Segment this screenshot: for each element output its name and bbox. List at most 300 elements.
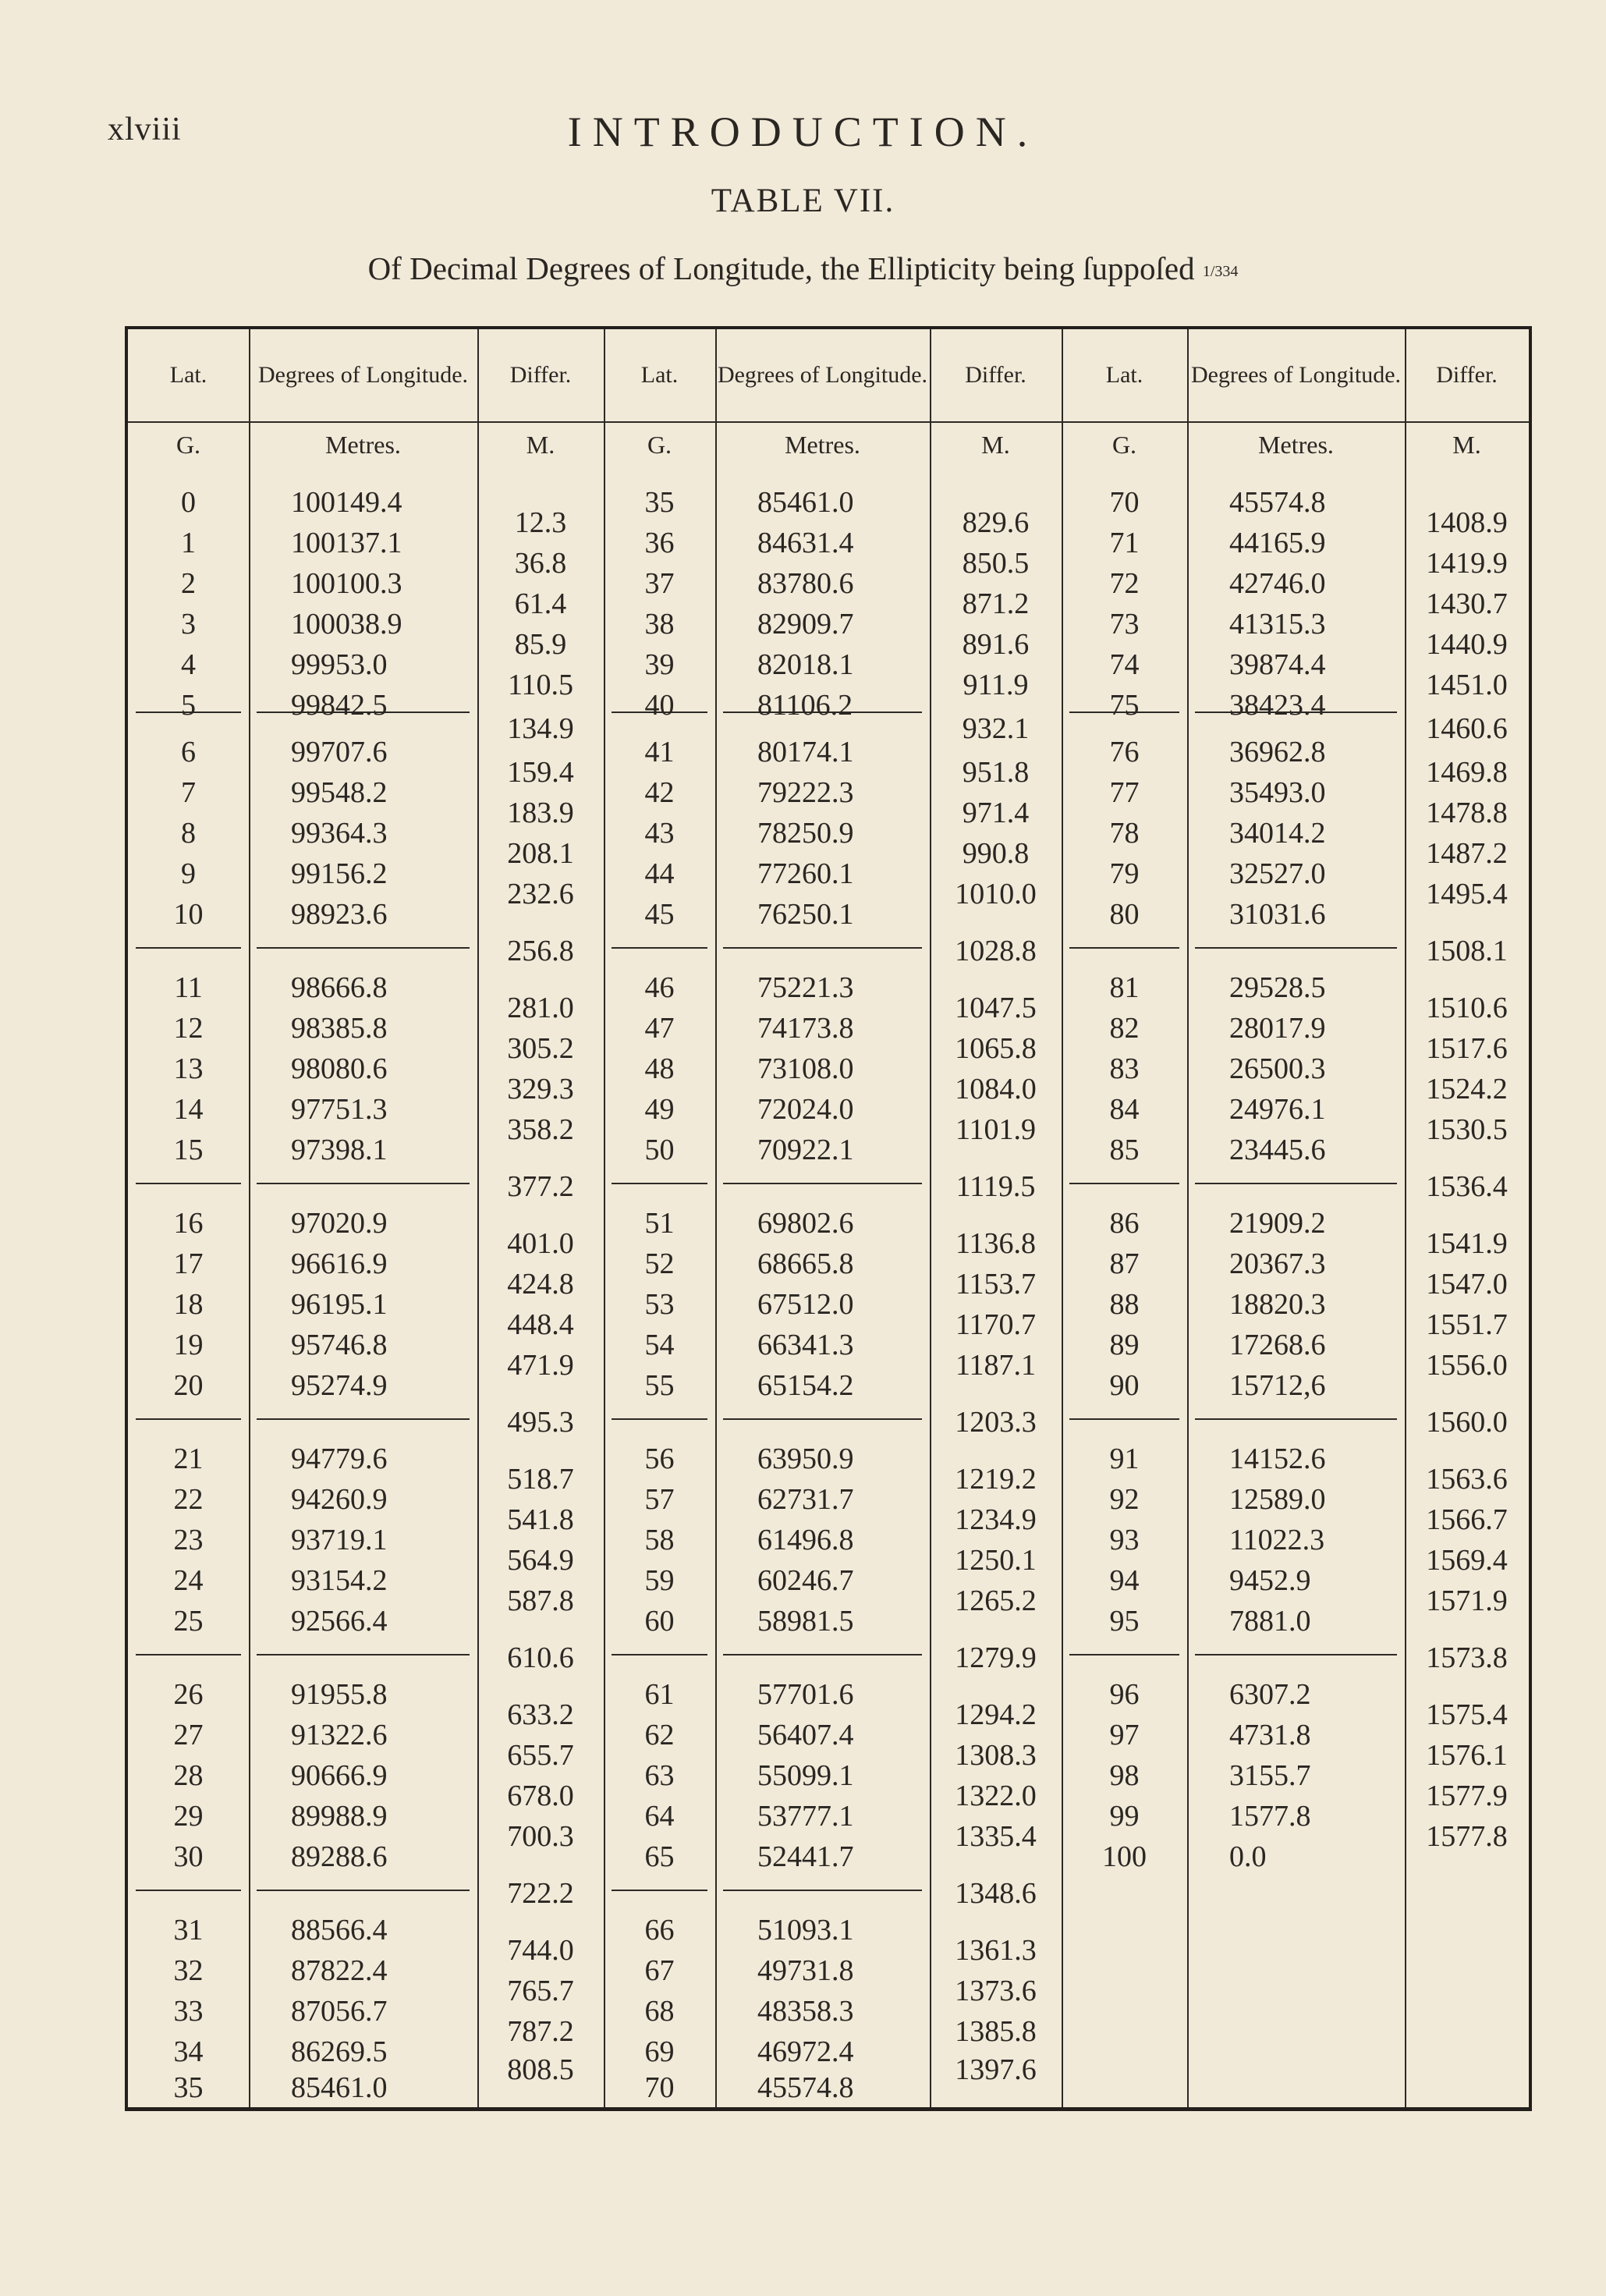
latitude-cell: 6 xyxy=(181,736,196,768)
deg-header: Degrees of Longitude. xyxy=(1190,362,1402,389)
latitude-cell: 54 xyxy=(644,1329,675,1361)
latitude-cell: 84 xyxy=(1109,1093,1140,1126)
latitude-cell: 83 xyxy=(1109,1052,1140,1085)
latitude-cell: 35 xyxy=(173,2071,204,2104)
difference-cell: 1577.8 xyxy=(1426,1820,1508,1853)
longitude-degree-cell: 69802.6 xyxy=(757,1207,854,1240)
difference-cell: 61.4 xyxy=(514,587,567,620)
block-rule xyxy=(612,1654,707,1655)
longitude-degree-cell: 79222.3 xyxy=(757,776,854,809)
difference-cell: 744.0 xyxy=(507,1934,574,1967)
latitude-cell: 36 xyxy=(644,527,675,559)
folio: xlviii xyxy=(108,112,182,147)
difference-cell: 358.2 xyxy=(507,1113,574,1146)
difference-cell: 1569.4 xyxy=(1426,1544,1508,1577)
latitude-cell: 42 xyxy=(644,776,675,809)
longitude-degree-cell: 93154.2 xyxy=(291,1564,388,1597)
block-rule xyxy=(612,947,707,949)
longitude-degree-cell: 66341.3 xyxy=(757,1329,854,1361)
longitude-degree-cell: 76250.1 xyxy=(757,898,854,931)
latitude-cell: 26 xyxy=(173,1678,204,1711)
difference-cell: 1541.9 xyxy=(1426,1227,1508,1260)
latitude-cell: 12 xyxy=(173,1012,204,1045)
lat-unit: G. xyxy=(1111,431,1137,459)
longitude-degree-cell: 99707.6 xyxy=(291,736,388,768)
difference-cell: 1563.6 xyxy=(1426,1463,1508,1496)
latitude-cell: 46 xyxy=(644,971,675,1004)
difference-cell: 1065.8 xyxy=(955,1032,1037,1065)
block-rule xyxy=(1069,1654,1179,1655)
longitude-degree-cell: 65154.2 xyxy=(757,1369,854,1402)
diff-header: Differ. xyxy=(509,362,572,389)
longitude-degree-cell: 70922.1 xyxy=(757,1134,854,1166)
latitude-cell: 17 xyxy=(173,1247,204,1280)
difference-cell: 1524.2 xyxy=(1426,1073,1508,1105)
latitude-cell: 41 xyxy=(644,736,675,768)
longitude-degree-cell: 95746.8 xyxy=(291,1329,388,1361)
longitude-degree-cell: 1577.8 xyxy=(1229,1800,1311,1833)
latitude-cell: 37 xyxy=(644,567,675,600)
table-title: TABLE VII. xyxy=(711,183,895,219)
block-rule xyxy=(1195,947,1397,949)
difference-cell: 1047.5 xyxy=(955,992,1037,1024)
difference-cell: 1547.0 xyxy=(1426,1268,1508,1301)
difference-cell: 1187.1 xyxy=(955,1349,1037,1382)
latitude-cell: 8 xyxy=(181,817,196,850)
diff-header: Differ. xyxy=(965,362,1026,389)
longitude-degree-cell: 68665.8 xyxy=(757,1247,854,1280)
longitude-degree-cell: 41315.3 xyxy=(1229,608,1326,641)
latitude-cell: 57 xyxy=(644,1483,675,1516)
latitude-cell: 63 xyxy=(644,1759,675,1792)
longitude-degree-cell: 42746.0 xyxy=(1229,567,1326,600)
difference-cell: 1119.5 xyxy=(955,1170,1036,1203)
difference-cell: 1234.9 xyxy=(955,1503,1037,1536)
latitude-cell: 81 xyxy=(1109,971,1140,1004)
latitude-cell: 91 xyxy=(1109,1443,1140,1475)
block-rule xyxy=(136,1890,241,1891)
deg-unit: Metres. xyxy=(1258,431,1334,459)
column-rule xyxy=(1187,329,1189,2107)
difference-cell: 1577.9 xyxy=(1426,1780,1508,1812)
longitude-degree-cell: 93719.1 xyxy=(291,1524,388,1556)
longitude-degree-cell: 99364.3 xyxy=(291,817,388,850)
longitude-degree-cell: 52441.7 xyxy=(757,1840,854,1873)
longitude-degree-cell: 6307.2 xyxy=(1229,1678,1311,1711)
difference-cell: 377.2 xyxy=(507,1170,574,1203)
latitude-cell: 29 xyxy=(173,1800,204,1833)
longitude-degree-cell: 97020.9 xyxy=(291,1207,388,1240)
longitude-degree-cell: 67512.0 xyxy=(757,1288,854,1321)
longitude-degree-cell: 26500.3 xyxy=(1229,1052,1326,1085)
latitude-cell: 68 xyxy=(644,1995,675,2028)
longitude-degree-cell: 98923.6 xyxy=(291,898,388,931)
latitude-cell: 2 xyxy=(181,567,196,600)
latitude-cell: 48 xyxy=(644,1052,675,1085)
block-rule xyxy=(723,1418,922,1420)
diff-unit: M. xyxy=(1452,431,1481,459)
latitude-cell: 99 xyxy=(1109,1800,1140,1833)
difference-cell: 1153.7 xyxy=(955,1268,1037,1301)
latitude-cell: 72 xyxy=(1109,567,1140,600)
longitude-degree-cell: 29528.5 xyxy=(1229,971,1326,1004)
block-rule xyxy=(1195,1654,1397,1655)
latitude-cell: 70 xyxy=(1109,486,1140,519)
difference-cell: 678.0 xyxy=(507,1780,574,1812)
difference-cell: 1084.0 xyxy=(955,1073,1037,1105)
longitude-degree-cell: 62731.7 xyxy=(757,1483,854,1516)
longitude-degree-cell: 98666.8 xyxy=(291,971,388,1004)
latitude-cell: 70 xyxy=(644,2071,675,2104)
difference-cell: 281.0 xyxy=(507,992,574,1024)
latitude-cell: 34 xyxy=(173,2035,204,2068)
longitude-degree-cell: 97751.3 xyxy=(291,1093,388,1126)
longitude-degree-cell: 84631.4 xyxy=(757,527,854,559)
block-rule xyxy=(136,947,241,949)
difference-cell: 871.2 xyxy=(962,587,1030,620)
latitude-cell: 25 xyxy=(173,1605,204,1638)
latitude-cell: 32 xyxy=(173,1954,204,1987)
latitude-cell: 69 xyxy=(644,2035,675,2068)
block-rule xyxy=(1069,947,1179,949)
deg-header: Degrees of Longitude. xyxy=(717,362,928,389)
longitude-degree-cell: 74173.8 xyxy=(757,1012,854,1045)
difference-cell: 1419.9 xyxy=(1426,547,1508,580)
longitude-degree-cell: 60246.7 xyxy=(757,1564,854,1597)
longitude-degree-cell: 96616.9 xyxy=(291,1247,388,1280)
diff-unit: M. xyxy=(981,431,1010,459)
longitude-degree-cell: 91322.6 xyxy=(291,1719,388,1751)
block-rule xyxy=(1195,1418,1397,1420)
difference-cell: 110.5 xyxy=(507,669,574,701)
longitude-degree-cell: 31031.6 xyxy=(1229,898,1326,931)
latitude-cell: 62 xyxy=(644,1719,675,1751)
difference-cell: 1010.0 xyxy=(955,878,1037,910)
difference-cell: 232.6 xyxy=(507,878,574,910)
longitude-degree-cell: 77260.1 xyxy=(757,857,854,890)
latitude-cell: 5 xyxy=(181,689,196,722)
latitude-cell: 4 xyxy=(181,648,196,681)
longitude-degree-cell: 99548.2 xyxy=(291,776,388,809)
latitude-cell: 92 xyxy=(1109,1483,1140,1516)
longitude-degree-cell: 82018.1 xyxy=(757,648,854,681)
difference-cell: 829.6 xyxy=(962,506,1030,539)
difference-cell: 1335.4 xyxy=(955,1820,1037,1853)
difference-cell: 329.3 xyxy=(507,1073,574,1105)
difference-cell: 36.8 xyxy=(514,547,567,580)
latitude-cell: 74 xyxy=(1109,648,1140,681)
difference-cell: 208.1 xyxy=(507,837,574,870)
longitude-degree-cell: 100100.3 xyxy=(291,567,402,600)
difference-cell: 1219.2 xyxy=(955,1463,1037,1496)
longitude-degree-cell: 81106.2 xyxy=(757,689,853,722)
longitude-degree-cell: 49731.8 xyxy=(757,1954,854,1987)
latitude-cell: 51 xyxy=(644,1207,675,1240)
difference-cell: 495.3 xyxy=(507,1406,574,1439)
longitude-degree-cell: 3155.7 xyxy=(1229,1759,1311,1792)
longitude-degree-cell: 32527.0 xyxy=(1229,857,1326,890)
latitude-cell: 50 xyxy=(644,1134,675,1166)
longitude-degree-cell: 96195.1 xyxy=(291,1288,388,1321)
block-rule xyxy=(1069,1183,1179,1184)
difference-cell: 655.7 xyxy=(507,1739,574,1772)
lat-unit: G. xyxy=(647,431,672,459)
longitude-degree-cell: 94779.6 xyxy=(291,1443,388,1475)
latitude-cell: 24 xyxy=(173,1564,204,1597)
longitude-degree-cell: 86269.5 xyxy=(291,2035,388,2068)
latitude-cell: 89 xyxy=(1109,1329,1140,1361)
longitude-degree-cell: 80174.1 xyxy=(757,736,854,768)
longitude-degree-cell: 99842.5 xyxy=(291,689,388,722)
block-rule xyxy=(723,1183,922,1184)
block-rule xyxy=(136,1418,241,1420)
subtitle-fraction: 1/334 xyxy=(1202,263,1239,281)
latitude-cell: 23 xyxy=(173,1524,204,1556)
longitude-degree-cell: 88566.4 xyxy=(291,1914,388,1946)
difference-cell: 1487.2 xyxy=(1426,837,1508,870)
longitude-degree-cell: 39874.4 xyxy=(1229,648,1326,681)
longitude-degree-cell: 24976.1 xyxy=(1229,1093,1326,1126)
latitude-cell: 100 xyxy=(1102,1840,1147,1873)
difference-cell: 1265.2 xyxy=(955,1584,1037,1617)
difference-cell: 1385.8 xyxy=(955,2015,1037,2048)
latitude-cell: 14 xyxy=(173,1093,204,1126)
longitude-degree-cell: 94260.9 xyxy=(291,1483,388,1516)
longitude-degree-cell: 7881.0 xyxy=(1229,1605,1311,1638)
latitude-cell: 75 xyxy=(1109,689,1140,722)
difference-cell: 700.3 xyxy=(507,1820,574,1853)
latitude-cell: 49 xyxy=(644,1093,675,1126)
difference-cell: 1575.4 xyxy=(1426,1698,1508,1731)
latitude-cell: 82 xyxy=(1109,1012,1140,1045)
longitude-degree-cell: 100149.4 xyxy=(291,486,402,519)
latitude-cell: 22 xyxy=(173,1483,204,1516)
difference-cell: 541.8 xyxy=(507,1503,574,1536)
latitude-cell: 61 xyxy=(644,1678,675,1711)
latitude-cell: 79 xyxy=(1109,857,1140,890)
latitude-cell: 0 xyxy=(181,486,196,519)
lat-header: Lat. xyxy=(640,362,679,389)
difference-cell: 1495.4 xyxy=(1426,878,1508,910)
longitude-degree-cell: 99156.2 xyxy=(291,857,388,890)
difference-cell: 1440.9 xyxy=(1426,628,1508,661)
latitude-cell: 78 xyxy=(1109,817,1140,850)
longitude-degree-cell: 45574.8 xyxy=(757,2071,854,2104)
latitude-cell: 58 xyxy=(644,1524,675,1556)
longitude-degree-cell: 97398.1 xyxy=(291,1134,388,1166)
difference-cell: 1322.0 xyxy=(955,1780,1037,1812)
difference-cell: 1510.6 xyxy=(1426,992,1508,1024)
difference-cell: 85.9 xyxy=(514,628,567,661)
block-rule xyxy=(257,1418,470,1420)
difference-cell: 1136.8 xyxy=(955,1227,1037,1260)
difference-cell: 1460.6 xyxy=(1426,712,1508,745)
difference-cell: 471.9 xyxy=(507,1349,574,1382)
difference-cell: 1028.8 xyxy=(955,935,1037,967)
longitude-degree-cell: 9452.9 xyxy=(1229,1564,1311,1597)
longitude-degree-cell: 90666.9 xyxy=(291,1759,388,1792)
difference-cell: 971.4 xyxy=(962,797,1030,829)
block-rule xyxy=(1195,1183,1397,1184)
deg-unit: Metres. xyxy=(785,431,860,459)
longitude-degree-cell: 78250.9 xyxy=(757,817,854,850)
longitude-degree-cell: 85461.0 xyxy=(757,486,854,519)
longitude-degree-cell: 100137.1 xyxy=(291,527,402,559)
latitude-cell: 66 xyxy=(644,1914,675,1946)
longitude-degree-cell: 12589.0 xyxy=(1229,1483,1326,1516)
longitude-degree-cell: 14152.6 xyxy=(1229,1443,1326,1475)
longitude-degree-cell: 55099.1 xyxy=(757,1759,854,1792)
latitude-cell: 3 xyxy=(181,608,196,641)
latitude-cell: 31 xyxy=(173,1914,204,1946)
latitude-cell: 30 xyxy=(173,1840,204,1873)
diff-unit: M. xyxy=(526,431,555,459)
latitude-cell: 76 xyxy=(1109,736,1140,768)
block-rule xyxy=(1069,1418,1179,1420)
difference-cell: 401.0 xyxy=(507,1227,574,1260)
difference-cell: 1566.7 xyxy=(1426,1503,1508,1536)
latitude-cell: 13 xyxy=(173,1052,204,1085)
block-rule xyxy=(257,1654,470,1655)
latitude-cell: 33 xyxy=(173,1995,204,2028)
latitude-cell: 43 xyxy=(644,817,675,850)
longitude-degree-cell: 61496.8 xyxy=(757,1524,854,1556)
longitude-degree-cell: 72024.0 xyxy=(757,1093,854,1126)
latitude-cell: 65 xyxy=(644,1840,675,1873)
latitude-cell: 64 xyxy=(644,1800,675,1833)
longitude-degree-cell: 35493.0 xyxy=(1229,776,1326,809)
longitude-degree-cell: 91955.8 xyxy=(291,1678,388,1711)
difference-cell: 305.2 xyxy=(507,1032,574,1065)
column-rule xyxy=(715,329,717,2107)
latitude-cell: 10 xyxy=(173,898,204,931)
latitude-cell: 18 xyxy=(173,1288,204,1321)
difference-cell: 518.7 xyxy=(507,1463,574,1496)
longitude-degree-cell: 95274.9 xyxy=(291,1369,388,1402)
longitude-degree-cell: 100038.9 xyxy=(291,608,402,641)
latitude-cell: 52 xyxy=(644,1247,675,1280)
difference-cell: 183.9 xyxy=(507,797,574,829)
longitude-degree-cell: 4731.8 xyxy=(1229,1719,1311,1751)
header-rule xyxy=(128,421,1529,423)
latitude-cell: 95 xyxy=(1109,1605,1140,1638)
longitude-degree-cell: 11022.3 xyxy=(1229,1524,1325,1556)
latitude-cell: 21 xyxy=(173,1443,204,1475)
latitude-cell: 11 xyxy=(174,971,203,1004)
latitude-cell: 73 xyxy=(1109,608,1140,641)
longitude-degree-cell: 85461.0 xyxy=(291,2071,388,2104)
latitude-cell: 56 xyxy=(644,1443,675,1475)
difference-cell: 256.8 xyxy=(507,935,574,967)
block-rule xyxy=(612,1890,707,1891)
block-rule xyxy=(136,1654,241,1655)
latitude-cell: 71 xyxy=(1109,527,1140,559)
latitude-cell: 98 xyxy=(1109,1759,1140,1792)
longitude-degree-cell: 48358.3 xyxy=(757,1995,854,2028)
difference-cell: 610.6 xyxy=(507,1641,574,1674)
lat-header: Lat. xyxy=(1105,362,1143,389)
longitude-degree-cell: 63950.9 xyxy=(757,1443,854,1475)
difference-cell: 1536.4 xyxy=(1426,1170,1508,1203)
running-head: INTRODUCTION. xyxy=(567,108,1039,155)
difference-cell: 951.8 xyxy=(962,756,1030,789)
longitude-degree-cell: 17268.6 xyxy=(1229,1329,1326,1361)
latitude-cell: 45 xyxy=(644,898,675,931)
difference-cell: 1451.0 xyxy=(1426,669,1508,701)
latitude-cell: 15 xyxy=(173,1134,204,1166)
difference-cell: 1517.6 xyxy=(1426,1032,1508,1065)
latitude-cell: 1 xyxy=(181,527,196,559)
latitude-cell: 53 xyxy=(644,1288,675,1321)
longitude-degree-cell: 0.0 xyxy=(1229,1840,1267,1873)
difference-cell: 1294.2 xyxy=(955,1698,1037,1731)
difference-cell: 12.3 xyxy=(514,506,567,539)
longitude-degree-cell: 28017.9 xyxy=(1229,1012,1326,1045)
difference-cell: 1478.8 xyxy=(1426,797,1508,829)
longitude-degree-cell: 57701.6 xyxy=(757,1678,854,1711)
latitude-cell: 93 xyxy=(1109,1524,1140,1556)
latitude-cell: 35 xyxy=(644,486,675,519)
longitude-degree-cell: 56407.4 xyxy=(757,1719,854,1751)
latitude-cell: 39 xyxy=(644,648,675,681)
longitude-degree-cell: 73108.0 xyxy=(757,1052,854,1085)
difference-cell: 808.5 xyxy=(507,2053,574,2086)
longitude-degree-cell: 98080.6 xyxy=(291,1052,388,1085)
longitude-degree-cell: 53777.1 xyxy=(757,1800,854,1833)
latitude-cell: 27 xyxy=(173,1719,204,1751)
latitude-cell: 28 xyxy=(173,1759,204,1792)
latitude-cell: 80 xyxy=(1109,898,1140,931)
difference-cell: 1530.5 xyxy=(1426,1113,1508,1146)
longitude-degree-cell: 89288.6 xyxy=(291,1840,388,1873)
lat-header: Lat. xyxy=(169,362,207,389)
block-rule xyxy=(257,1183,470,1184)
latitude-cell: 20 xyxy=(173,1369,204,1402)
longitude-degree-cell: 98385.8 xyxy=(291,1012,388,1045)
difference-cell: 932.1 xyxy=(962,712,1030,745)
longitude-degree-cell: 45574.8 xyxy=(1229,486,1326,519)
longitude-degree-cell: 58981.5 xyxy=(757,1605,854,1638)
longitude-degree-cell: 83780.6 xyxy=(757,567,854,600)
difference-cell: 1203.3 xyxy=(955,1406,1037,1439)
difference-cell: 850.5 xyxy=(962,547,1030,580)
longitude-degree-cell: 92566.4 xyxy=(291,1605,388,1638)
longitude-degree-cell: 38423.4 xyxy=(1229,689,1326,722)
block-rule xyxy=(723,947,922,949)
block-rule xyxy=(257,947,470,949)
latitude-cell: 19 xyxy=(173,1329,204,1361)
latitude-cell: 7 xyxy=(181,776,196,809)
longitude-degree-cell: 23445.6 xyxy=(1229,1134,1326,1166)
difference-cell: 424.8 xyxy=(507,1268,574,1301)
difference-cell: 1397.6 xyxy=(955,2053,1037,2086)
diff-header: Differ. xyxy=(1436,362,1498,389)
longitude-degree-cell: 18820.3 xyxy=(1229,1288,1326,1321)
difference-cell: 990.8 xyxy=(962,837,1030,870)
longitude-degree-cell: 34014.2 xyxy=(1229,817,1326,850)
longitude-degree-cell: 87056.7 xyxy=(291,1995,388,2028)
difference-cell: 1348.6 xyxy=(955,1877,1037,1910)
difference-cell: 1408.9 xyxy=(1426,506,1508,539)
longitude-degree-cell: 20367.3 xyxy=(1229,1247,1326,1280)
longitude-degree-cell: 87822.4 xyxy=(291,1954,388,1987)
latitude-cell: 60 xyxy=(644,1605,675,1638)
difference-cell: 1279.9 xyxy=(955,1641,1037,1674)
difference-cell: 1361.3 xyxy=(955,1934,1037,1967)
latitude-cell: 94 xyxy=(1109,1564,1140,1597)
difference-cell: 1551.7 xyxy=(1426,1308,1508,1341)
latitude-cell: 96 xyxy=(1109,1678,1140,1711)
